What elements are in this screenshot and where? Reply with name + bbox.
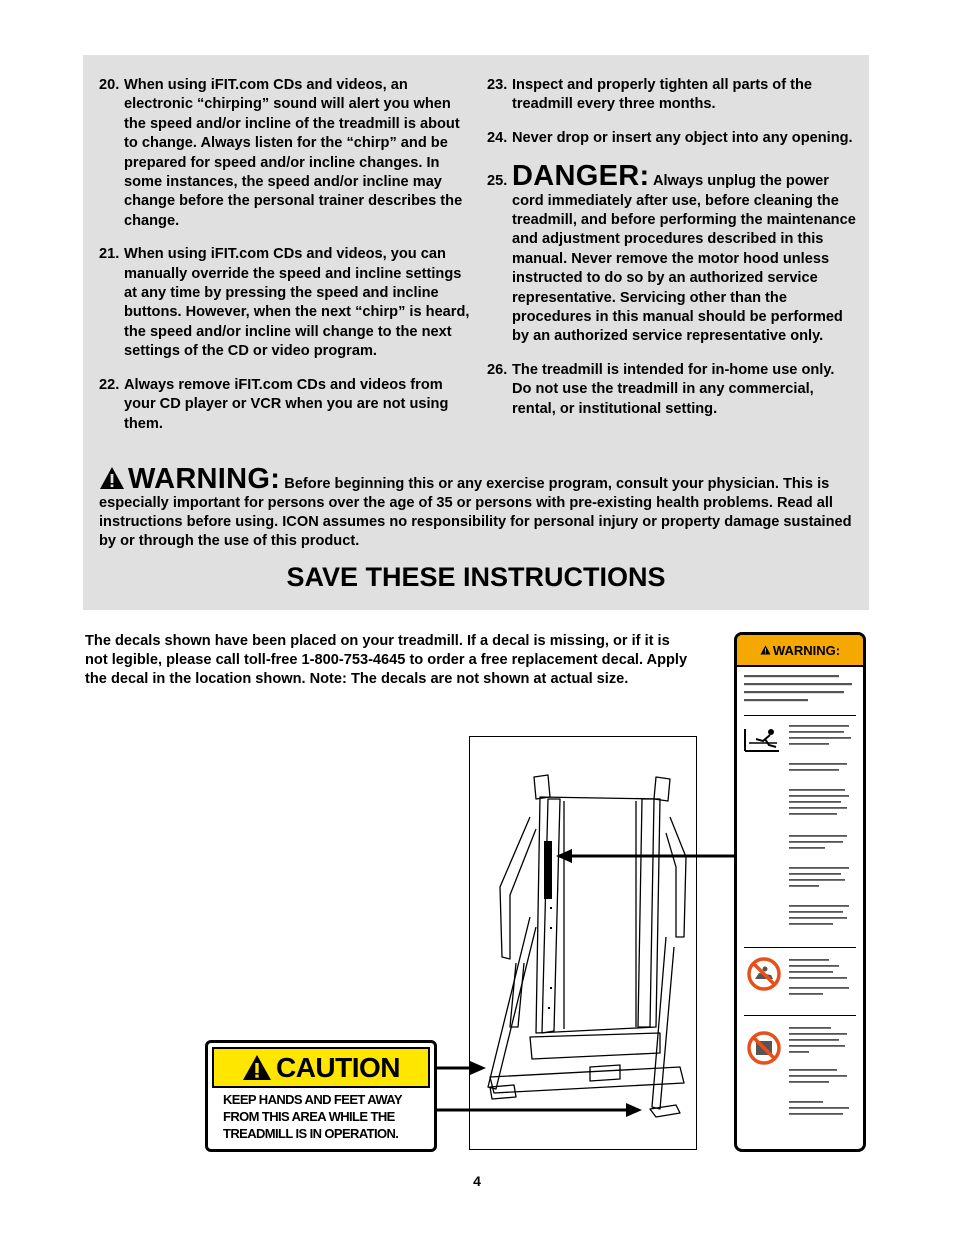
right-column (487, 76, 857, 433)
fine-print-list (789, 723, 855, 933)
no-pinch-icon (747, 1031, 781, 1065)
item-text: The treadmill is intended for in-home use only. Do not use the treadmill in any commercial, rental, or institutional setting. (512, 361, 835, 417)
caution-title: CAUTION (275, 1051, 401, 1083)
caution-decal (205, 1040, 437, 1152)
left-column (99, 76, 471, 448)
treadmill-drawing-frame (469, 736, 697, 1150)
warning-text: Before beginning this or any exercise program, consult your physician. This is especially important for persons over the age of 35 or persons with pre-existing health problems. Read all instructions before using. ICON assumes no responsibility for personal injury or property damage sustained by or through the use of this product. (99, 476, 852, 549)
warning-decal (734, 632, 866, 1152)
item-number: 20. (99, 77, 120, 93)
item-number: 23. (487, 77, 508, 93)
divider (744, 1015, 856, 1016)
item-text: Inspect and properly tighten all parts of the treadmill every three months. (512, 77, 813, 113)
item-number: 24. (487, 129, 508, 146)
list-item (99, 376, 471, 434)
caution-line: TREADMILL IS IN OPERATION. (223, 1126, 399, 1141)
item-text: When using iFIT.com CDs and videos, you can manually override the speed and incline settings at any time by pressing the speed and incline buttons. However, when the next “chirp” is heard, the speed and/or incline will change to the next settings of the CD or video program. (124, 246, 470, 360)
treadmill-illustration (470, 737, 696, 1149)
list-item (487, 361, 857, 419)
warning-decal-title: WARNING: (772, 642, 841, 658)
item-text: Never drop or insert any object into any opening. (512, 129, 853, 146)
fine-print-operation (789, 1025, 855, 1135)
caution-triangle-icon (242, 1054, 272, 1081)
decal-location-marker (544, 841, 552, 899)
danger-rest: cord immediately after use, before cleaning the treadmill, and before performing the maintenance and adjustment procedures described in this manual. Never remove the motor hood unless instructed to do so by an authorized service representative. Servicing other than the procedures in this manual should be performed by an authorized service representative only. (512, 192, 856, 345)
warning-triangle-icon (760, 645, 771, 655)
danger-text (512, 162, 857, 347)
item-text: When using iFIT.com CDs and videos, an electronic “chirping” sound will alert you when the speed and/or incline of the treadmill is about to change. Always listen for the “chirp” and be prepared for speed and/or incline changes. In some instances, the speed and/or incline may change before the personal trainer describes the change. (124, 77, 463, 229)
danger-heading: DANGER: (512, 160, 650, 193)
danger-item (487, 162, 857, 347)
caution-line: KEEP HANDS AND FEET AWAY (223, 1092, 402, 1107)
item-number: 25. (487, 173, 508, 190)
fine-print-intro (744, 673, 856, 713)
warning-heading: WARNING: (128, 463, 281, 495)
page-number: 4 (473, 1173, 481, 1189)
save-instructions-title: SAVE THESE INSTRUCTIONS (286, 562, 666, 592)
decal-description: The decals shown have been placed on your treadmill. If a decal is missing, or if it is not legible, please call toll-free 1-800-753-4645 to order a free replacement decal. Apply the decal in the location shown. Note: The decals are not shown at actual size. (85, 633, 688, 687)
item-text: Always remove iFIT.com CDs and videos from your CD player or VCR when you are not using them. (124, 376, 449, 432)
list-item (99, 245, 471, 361)
no-children-icon (747, 957, 781, 991)
warning-triangle-icon (99, 466, 125, 490)
caution-line: FROM THIS AREA WHILE THE (223, 1109, 395, 1124)
warning-block (99, 463, 859, 551)
divider (744, 947, 856, 948)
item-number: 21. (99, 246, 120, 263)
person-falling-icon (743, 727, 781, 753)
divider (744, 715, 856, 716)
item-number: 26. (487, 361, 508, 378)
caution-body (223, 1091, 429, 1142)
item-number: 22. (99, 376, 120, 393)
caution-decal-header (212, 1047, 430, 1088)
warning-decal-header (737, 635, 863, 667)
list-item (487, 76, 857, 115)
list-item (487, 129, 857, 148)
fine-print-children (789, 957, 855, 997)
danger-lead: Always unplug the power (652, 173, 829, 190)
list-item (99, 76, 471, 231)
